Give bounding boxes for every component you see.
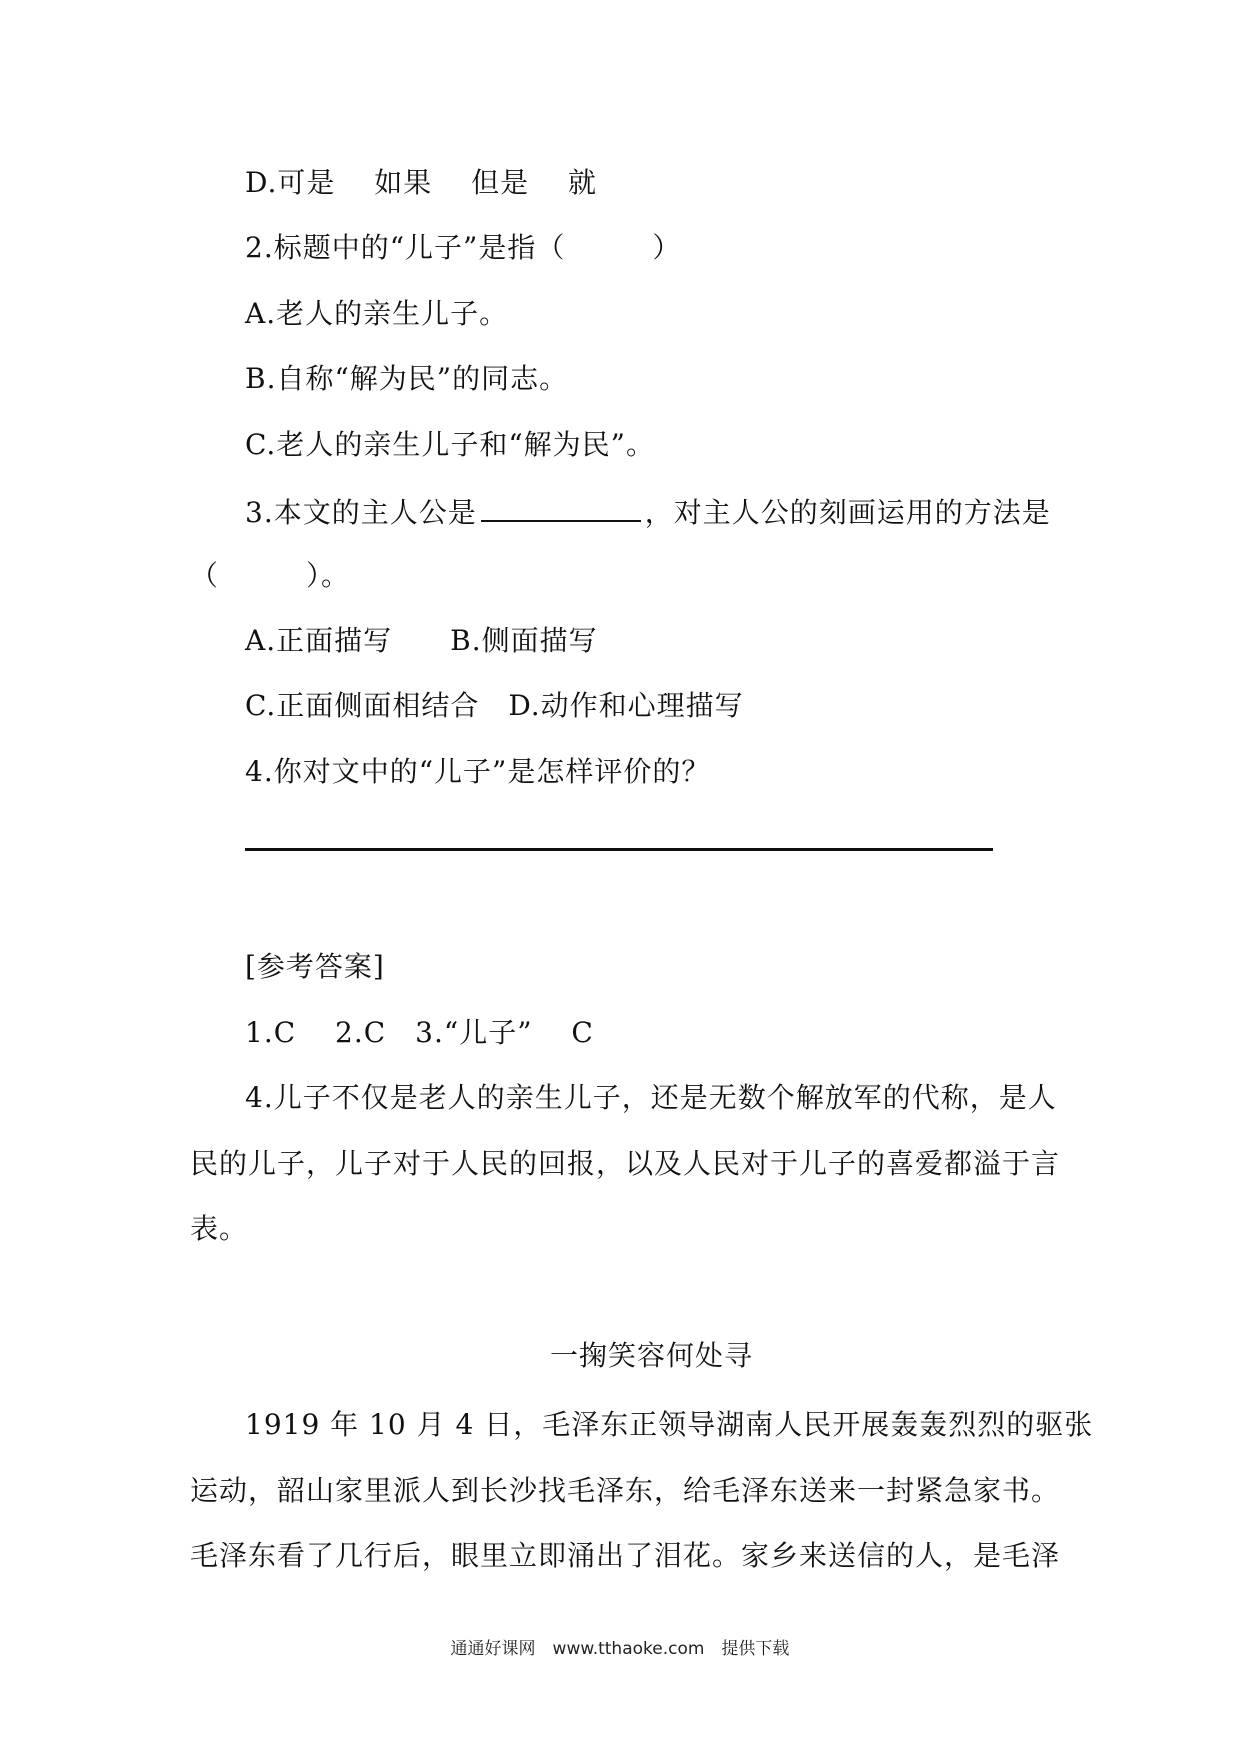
question-2-option-a: A.老人的亲生儿子。 xyxy=(245,297,509,330)
answers-line-4: 表。 xyxy=(190,1212,249,1245)
question-3-stem-continued: （ ）。 xyxy=(190,559,351,592)
answers-heading: [参考答案] xyxy=(245,950,385,983)
page-footer: 通通好课网 www.tthaoke.com 提供下载 xyxy=(450,1639,790,1659)
question-3-options-ab: A.正面描写 B.侧面描写 xyxy=(245,624,598,657)
question-3-stem-before: 3.本文的主人公是 xyxy=(245,496,477,529)
answer-blank[interactable] xyxy=(481,490,641,522)
question-3-options-cd: C.正面侧面相结合 D.动作和心理描写 xyxy=(245,689,744,722)
answers-line-3: 民的儿子，儿子对于人民的回报，以及人民对于儿子的喜爱都溢于言 xyxy=(190,1147,1061,1180)
article-paragraph-line-1: 1919 年 10 月 4 日，毛泽东正领导湖南人民开展轰轰烈烈的驱张 xyxy=(245,1408,1094,1441)
article-paragraph-line-2: 运动，韶山家里派人到长沙找毛泽东，给毛泽东送来一封紧急家书。 xyxy=(190,1474,1061,1507)
answers-line-1: 1.C 2.C 3.“儿子” C xyxy=(245,1016,594,1049)
answers-line-2: 4.儿子不仅是老人的亲生儿子，还是无数个解放军的代称，是人 xyxy=(245,1081,1057,1114)
question-2-option-b: B.自称“解为民”的同志。 xyxy=(245,362,569,395)
question-1-option-d: D.可是 如果 但是 就 xyxy=(245,166,598,199)
article-title: 一掬笑容何处寻 xyxy=(550,1339,754,1372)
question-2-option-c: C.老人的亲生儿子和“解为民”。 xyxy=(245,428,655,461)
question-3-stem xyxy=(245,490,1051,533)
question-2-stem: 2.标题中的“儿子”是指（ ） xyxy=(245,231,682,264)
answer-line[interactable] xyxy=(245,848,993,851)
question-3-stem-after: ，对主人公的刻画运用的方法是 xyxy=(644,496,1051,529)
article-paragraph-line-3: 毛泽东看了几行后，眼里立即涌出了泪花。家乡来送信的人，是毛泽 xyxy=(190,1539,1061,1572)
question-4-stem: 4.你对文中的“儿子”是怎样评价的？ xyxy=(245,755,711,788)
